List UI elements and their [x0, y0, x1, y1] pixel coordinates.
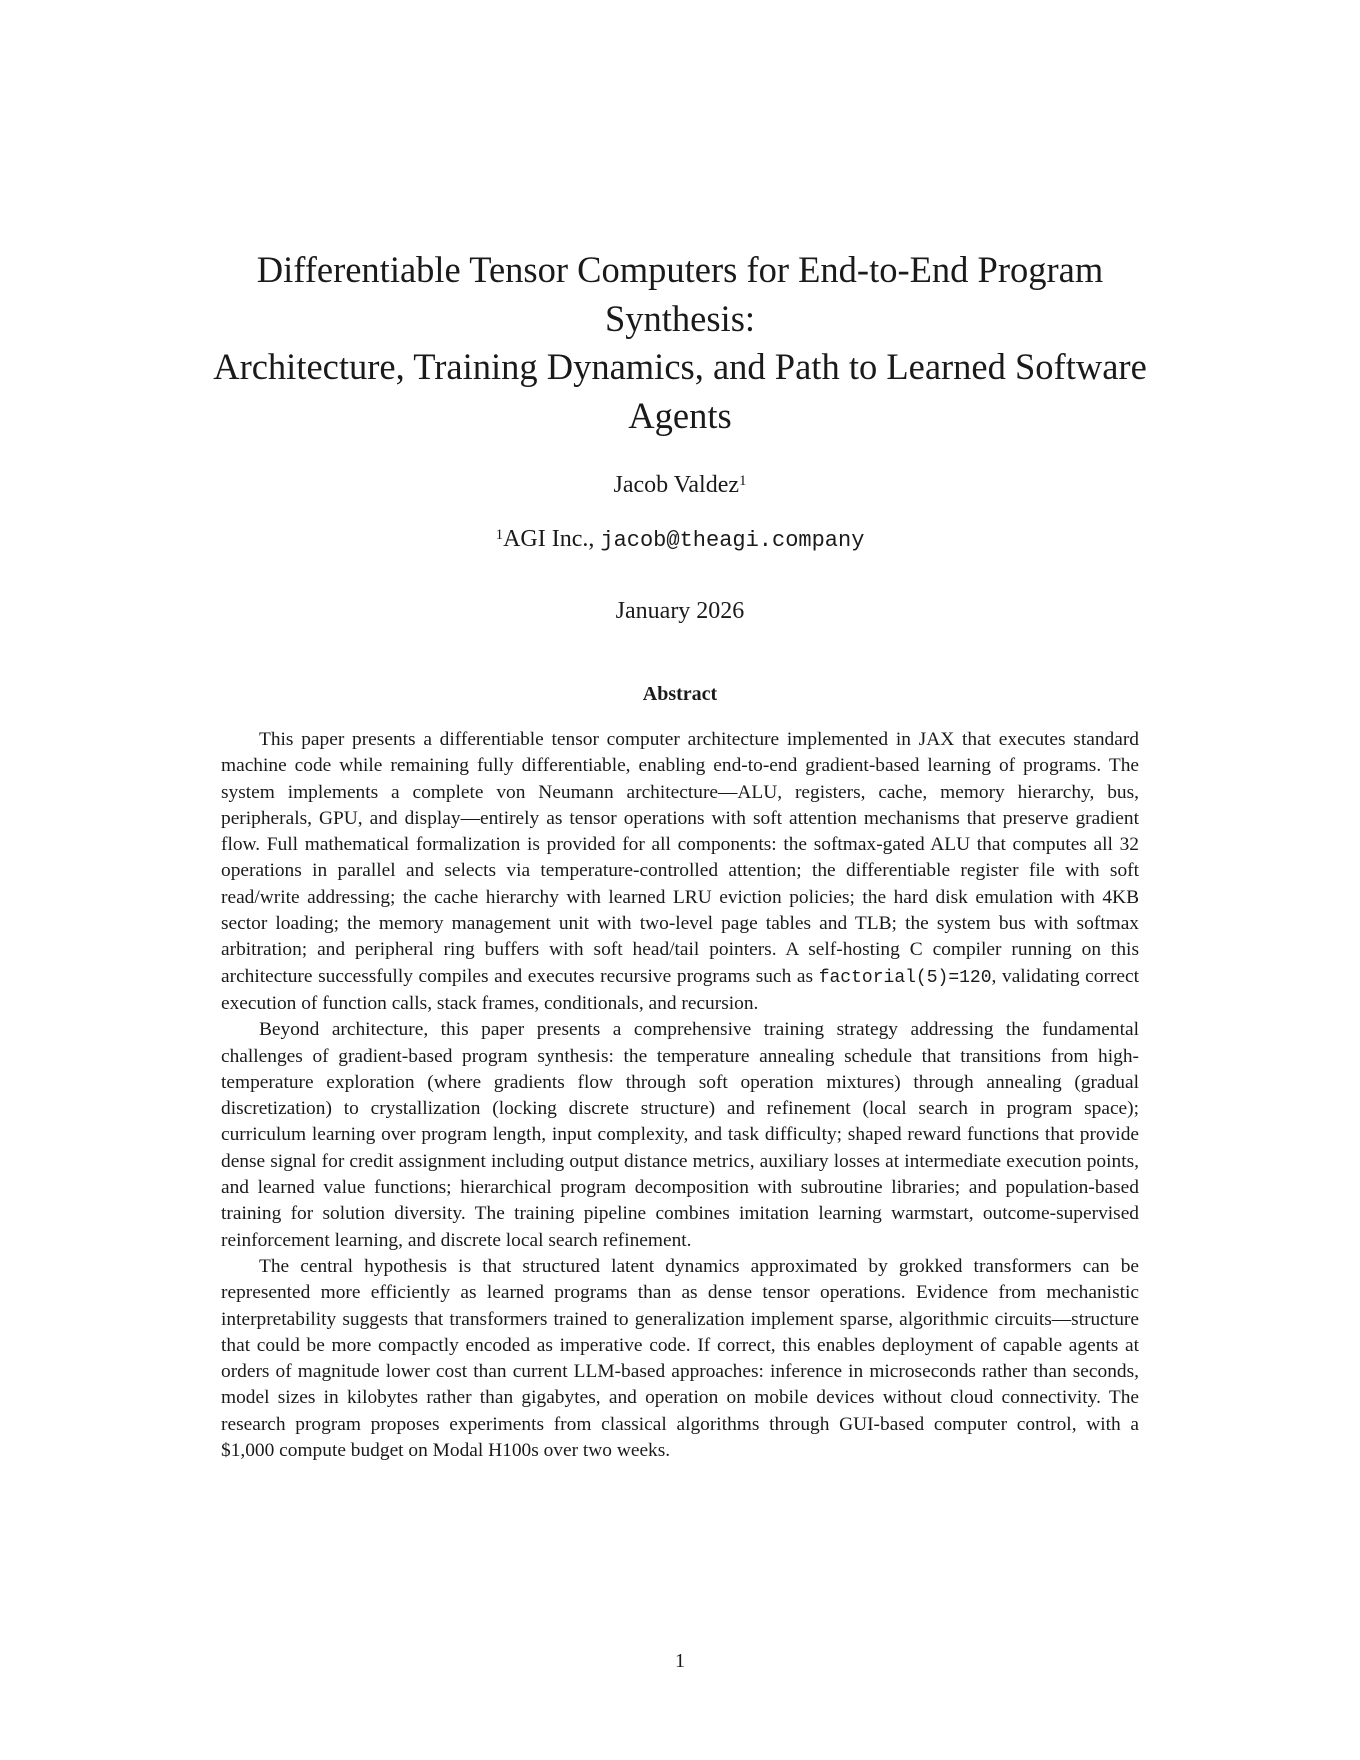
abstract-paragraph: Beyond architecture, this paper presents a comprehensive training strategy addressing the fundamental challenges of gradient-based program synthesis: the temperature annealing schedule that transitions from high-temperature exploration (where gradients flow through soft operation mixtures) through annealing (gradual discretization) to crystallization (locking discrete structure) and refinement (local search in program space); curriculum learning over program length, input complexity, and task difficulty; shaped reward functions that provide dense signal for credit assignment including output distance metrics, auxiliary losses at intermediate execution points, and learned value functions; hierarchical program decomposition with subroutine libraries; and population-based training for solution diversity. The training pipeline combines imitation learning warmstart, outcome-supervised reinforcement learning, and discrete local search refinement.	[221, 1019, 1139, 1251]
inline-code: factorial(5)=120	[818, 967, 992, 988]
title-line: Synthesis:	[604, 297, 756, 339]
author-email: jacob@theagi.company	[600, 528, 865, 553]
abstract-text: , validating correct execution of function calls, stack frames, conditionals, and recursion.	[221, 965, 1139, 1014]
publication-date: January 2026	[615, 598, 745, 624]
title-line: Architecture, Training Dynamics, and Path to Learned Software	[213, 346, 1147, 387]
title-line: Agents	[628, 394, 732, 436]
abstract-body	[221, 727, 1139, 1464]
author-affiliation-marker: 1	[739, 473, 747, 489]
page-number: 1	[675, 1650, 685, 1672]
title-line: Differentiable Tensor Computers for End-to-End Program	[256, 249, 1104, 290]
paper-title	[150, 246, 1210, 440]
abstract-paragraph: The central hypothesis is that structured latent dynamics approximated by grokked transformers can be represented more efficiently as learned programs than as dense tensor operations. Evidence from mechanistic interpretability suggests that transformers trained to generalization implement sparse, algorithmic circuits—structure that could be more compactly encoded as imperative code. If correct, this enables deployment of capable agents at orders of magnitude lower cost than current LLM-based approaches: inference in microseconds rather than seconds, model sizes in kilobytes rather than gigabytes, and operation on mobile devices without cloud connectivity. The research program proposes experiments from classical algorithms through GUI-based computer control, with a $1,000 compute budget on Modal H100s over two weeks.	[221, 1255, 1139, 1462]
affiliation-marker: 1	[495, 527, 504, 543]
affiliation-org: AGI Inc.,	[503, 526, 601, 552]
abstract-heading: Abstract	[642, 683, 718, 705]
abstract-text: This paper presents a differentiable tensor computer architecture implemented in JAX that executes standard machine code while remaining fully differentiable, enabling end-to-end gradient-based learning of programs. The system implements a complete von Neumann architecture—ALU, registers, cache, memory hierarchy, bus, peripherals, GPU, and display—entirely as tensor operations with soft attention mechanisms that preserve gradient flow. Full mathematical formalization is provided for all components: the softmax-gated ALU that computes all 32 operations in parallel and selects via temperature-controlled attention; the differentiable register file with soft read/write addressing; the cache hierarchy with learned LRU eviction policies; the hard disk emulation with 4KB sector loading; the memory management unit with two-level page tables and TLB; the system bus with softmax arbitration; and peripheral ring buffers with soft head/tail pointers. A self-hosting C compiler running on this architecture successfully compiles and executes recursive programs such as	[221, 729, 1139, 987]
author	[0, 470, 1360, 500]
author-name: Jacob Valdez	[613, 472, 739, 498]
abstract-paragraph	[221, 727, 1139, 1017]
affiliation	[0, 524, 1360, 556]
